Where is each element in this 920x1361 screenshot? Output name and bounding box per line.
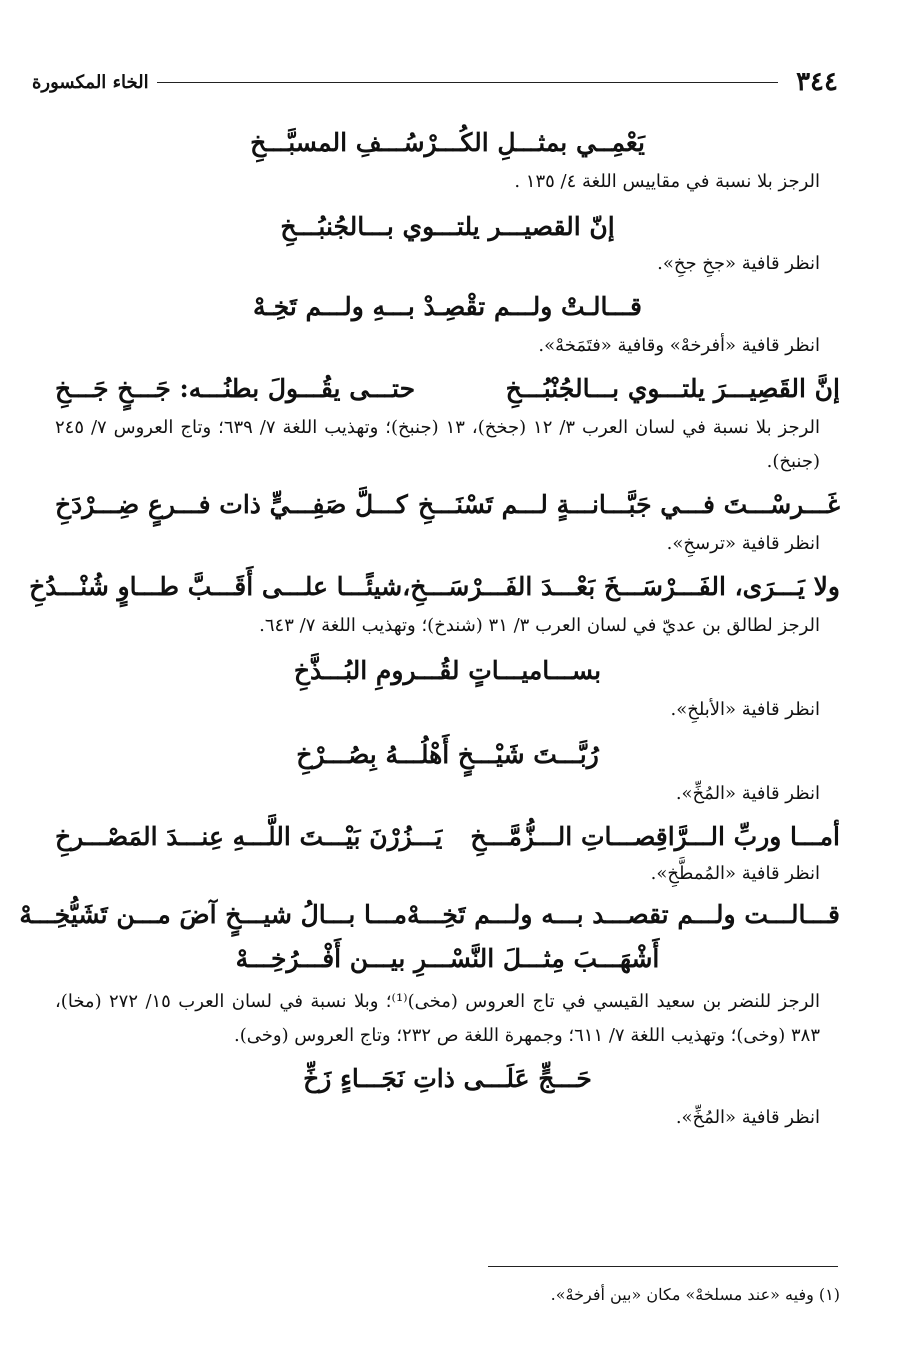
note: انظر قافية «جخِ جخِ». bbox=[657, 253, 820, 274]
verse: يَعْمِــي بمثـــلِ الكُـــرْسُـــفِ المسبَّـــخِ bbox=[250, 128, 645, 157]
note: انظر قافية «المُخِّ». bbox=[675, 1107, 820, 1128]
hemistich-second: يَـــزُرْنَ بَيْـــتَ اللَّـــهِ عِنـــدَ المَصْـــرخِ bbox=[55, 822, 443, 851]
footnote: (١) وفيه «عند مسلخهْ» مكان «بين أفرخهْ». bbox=[550, 1285, 840, 1304]
footnote-rule bbox=[488, 1266, 838, 1267]
couplet bbox=[55, 483, 840, 527]
verse: رُبَّـــتَ شَيْـــخٍ أَهْلُـــهُ بِصُـــرْخِ bbox=[296, 740, 599, 769]
note: انظر قافية «المُمطَّخِ». bbox=[650, 863, 820, 884]
note: انظر قافية «الأبلخِ». bbox=[670, 699, 820, 720]
couplet bbox=[55, 367, 840, 411]
page-body bbox=[19, 115, 840, 1135]
couplet bbox=[19, 893, 840, 937]
hemistich-first: أمـــا وربِّ الـــرَّاقِصـــاتِ الـــزُّمَّـــخِ bbox=[470, 822, 840, 851]
note: الرجز للنضر بن سعيد القيسي في تاج العروس (مخى)⁽¹⁾؛ وبلا نسبة في لسان العرب ١٥/ ٢٧٢ (مخا)، ٣٨٣ (وخى)؛ وتهذيب اللغة ٧/ ٦١١؛ وجمهرة اللغة ص ٢٣٢؛ وتاج العروس (وخى). bbox=[55, 991, 820, 1046]
hemistich-first: ولا يَـــرَى، الفَـــرْسَـــخَ بَعْـــدَ الفَـــرْسَـــخِ، bbox=[402, 572, 840, 601]
hemistich-second: حتـــى يقُـــولَ بطنُـــه: جَـــخٍ جَـــخِ bbox=[55, 374, 416, 403]
running-header bbox=[32, 62, 838, 102]
note: الرجز لطالق بن عديّ في لسان العرب ٣/ ٣١ (شندخ)؛ وتهذيب اللغة ٧/ ٦٤٣. bbox=[259, 615, 820, 636]
hemistich-first: قـــالـــت ولـــم تقصـــد بـــه ولـــم تَخِـــهْ bbox=[407, 900, 840, 929]
verse: بســـاميـــاتٍ لقُـــرومِ البُـــذَّخِ bbox=[293, 656, 602, 685]
couplet bbox=[29, 565, 840, 609]
page-number: ٣٤٤ bbox=[796, 67, 838, 97]
verse: قـــالـتْ ولـــم تقْصِـدْ بـــهِ ولـــم تَخِـهْ bbox=[252, 292, 643, 321]
hemistich-second: مـــا بـــالُ شيـــخٍ آضَ مـــن تَشَيُّخِـــهْ bbox=[19, 900, 408, 929]
verse: أَشْهَـــبَ مِثـــلَ النَّسْـــرِ بيـــن أَفْـــرُخِـــهْ bbox=[235, 944, 660, 973]
note: انظر قافية «المُخِّ». bbox=[675, 783, 820, 804]
hemistich-second: كـــلَّ صَفِـــيٍّ ذات فـــرعٍ ضِـــرْدَخِ bbox=[55, 490, 408, 519]
hemistich-first: إنَّ القَصِيـــرَ يلتـــوي بـــالجُنْبُـــخِ bbox=[505, 374, 840, 403]
note: انظر قافية «ترسخِ». bbox=[666, 533, 820, 554]
header-rule bbox=[157, 82, 778, 83]
verse: إنّ القصيـــر يلتـــوي بـــالجُنبُـــخِ bbox=[280, 212, 615, 241]
couplet bbox=[55, 815, 840, 859]
chapter-title: الخاء المكسورة bbox=[32, 71, 149, 93]
note: انظر قافية «أفرخهْ» وقافية «فتَمَخهْ». bbox=[538, 335, 820, 356]
note: الرجز بلا نسبة في مقاييس اللغة ٤/ ١٣٥ . bbox=[514, 171, 820, 192]
hemistich-second: شيئًـــا علـــى أَقَـــبَّ طـــاوٍ شُنْـــدُخِ bbox=[29, 572, 403, 601]
note: الرجز بلا نسبة في لسان العرب ٣/ ١٢ (جخخ)، ١٣ (جنبخ)؛ وتهذيب اللغة ٧/ ٦٣٩؛ وتاج العروس ٧/ ٢٤٥ (جنبخ). bbox=[55, 417, 820, 472]
verse: حَـــجٍّ عَلَـــى ذاتِ نَجَـــاءٍ زَخِّ bbox=[303, 1064, 592, 1093]
hemistich-first: غَـــرسْـــتَ فـــي جَبَّـــانـــةٍ لـــم تَسْنَـــخِ bbox=[418, 490, 840, 519]
